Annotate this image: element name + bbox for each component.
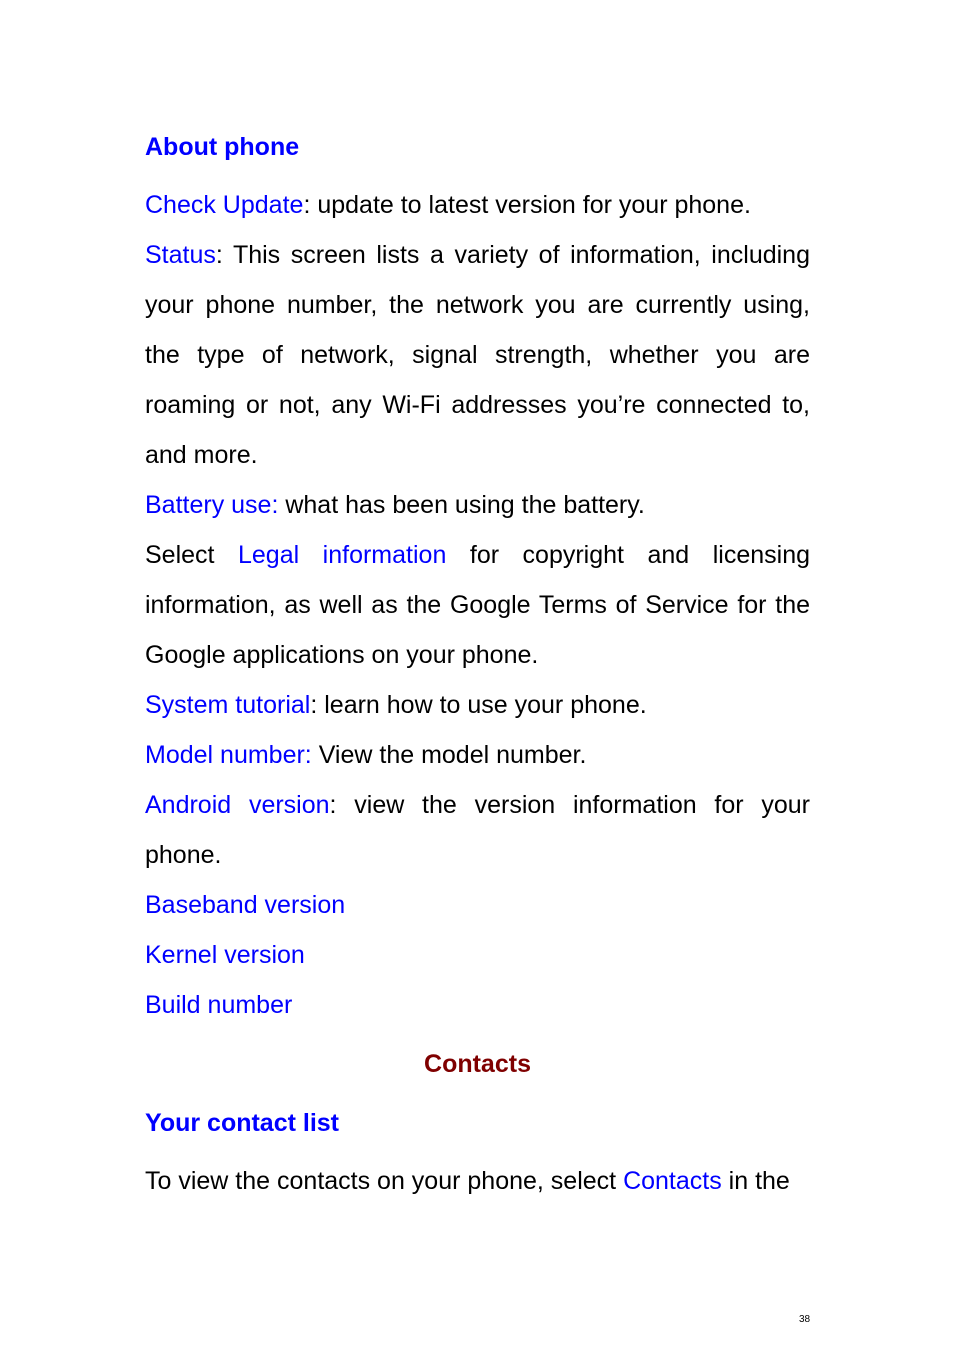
legal-text: for copyright and licensing information, as well as the Google Terms of Service for the Google applications on your phone. [145,541,810,669]
status-paragraph [145,230,810,480]
contacts-intro-paragraph [145,1156,810,1206]
contacts-term: Contacts [623,1167,722,1195]
kernel-version-item: Kernel version [145,941,305,969]
android-version-text: : view the version information for your phone. [145,791,810,869]
legal-information-paragraph [145,530,810,680]
system-tutorial-paragraph [145,680,810,730]
check-update-text: : update to latest version for your phone. [303,191,751,219]
battery-use-paragraph [145,480,810,530]
contacts-intro-suffix: in the [721,1167,790,1195]
contacts-intro-prefix: To view the contacts on your phone, select [145,1167,624,1195]
baseband-version-item: Baseband version [145,891,346,919]
check-update-term: Check Update [145,191,304,219]
status-text: : This screen lists a variety of information, including your phone number, the network you are currently using, the type of network, signal strength, whether you are roaming or not, any Wi-Fi addresses you’re connected to, and more. [145,241,810,469]
page-number: 38 [799,1314,811,1325]
build-number-item: Build number [145,991,293,1019]
model-number-text: View the model number. [311,741,587,769]
contact-list-heading: Your contact list [145,1109,340,1137]
status-term: Status [145,241,216,269]
check-update-paragraph [145,180,810,230]
contacts-section-title: Contacts [424,1050,531,1078]
legal-prefix: Select [145,541,238,569]
model-number-paragraph [145,730,810,780]
battery-use-text: what has been using the battery. [278,491,645,519]
system-tutorial-text: : learn how to use your phone. [310,691,647,719]
legal-information-term: Legal information [238,541,447,569]
android-version-term: Android version [145,791,330,819]
system-tutorial-term: System tutorial [145,691,311,719]
model-number-term: Model number: [145,741,312,769]
android-version-paragraph [145,780,810,880]
about-phone-heading: About phone [145,133,300,161]
battery-use-term: Battery use: [145,491,279,519]
